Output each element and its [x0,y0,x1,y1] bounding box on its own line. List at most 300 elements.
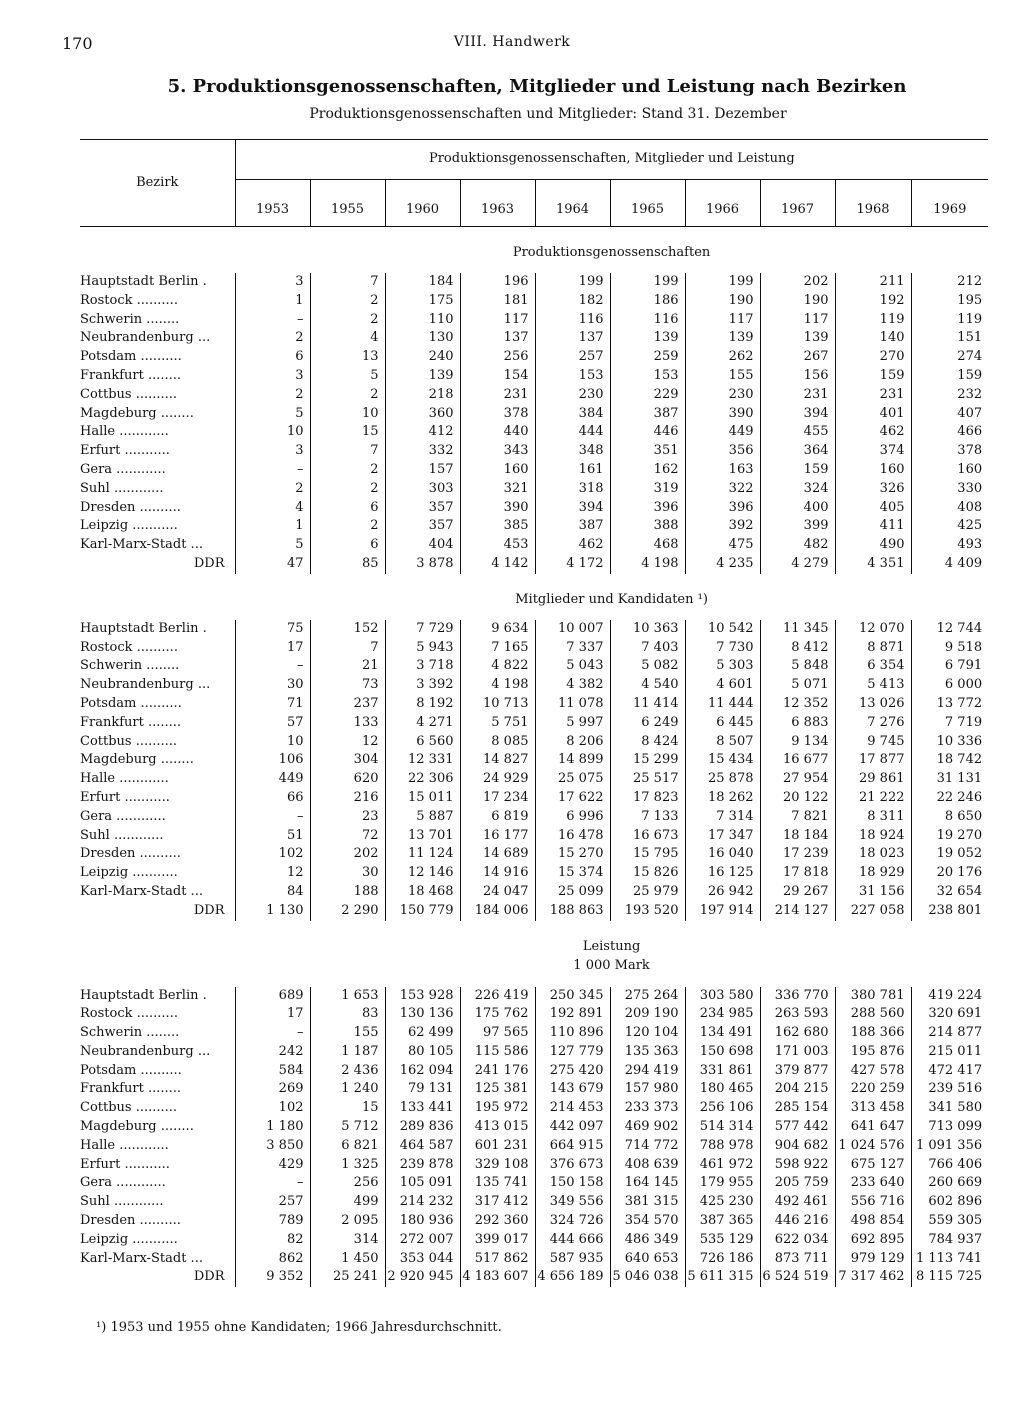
value-cell: 16 040 [685,845,760,864]
value-cell: 190 [685,292,760,311]
total-value-cell: 2 920 945 [385,1268,460,1287]
value-cell: 229 [610,386,685,405]
value-cell: 116 [535,311,610,330]
value-cell: 348 [535,442,610,461]
total-value-cell: 8 115 725 [911,1268,988,1287]
value-cell: 8 311 [835,808,911,827]
value-cell: 7 133 [610,808,685,827]
total-label: DDR [193,1269,225,1285]
bezirk-name: Leipzig ........... [80,865,178,881]
value-cell: 5 071 [760,676,835,695]
value-cell: 462 [535,536,610,555]
table-row [80,845,988,864]
total-value-cell: 197 914 [685,902,760,921]
table-row [80,1156,988,1175]
value-cell: 119 [911,311,988,330]
table-row [80,423,988,442]
table-title: 5. Produktionsgenossenschaften, Mitglieder und Leistung nach Bezirken [167,76,907,97]
value-cell: 360 [385,405,460,424]
value-cell: 130 [385,329,460,348]
value-cell: 466 [911,423,988,442]
bezirk-name: Magdeburg ........ [80,405,194,421]
value-cell: 143 679 [535,1080,610,1099]
value-cell: 186 [610,292,685,311]
value-cell: 82 [235,1231,310,1250]
year-header: 1964 [535,180,610,227]
value-cell: 214 232 [385,1193,460,1212]
section-subtitle-spacer [80,957,235,977]
value-cell: 157 980 [610,1080,685,1099]
value-cell: 8 412 [760,639,835,658]
value-cell: 162 094 [385,1062,460,1081]
value-cell: 211 [835,273,911,292]
value-cell: 73 [310,676,385,695]
value-cell: 180 465 [685,1080,760,1099]
value-cell: 7 165 [460,639,535,658]
value-cell: 1 [235,517,310,536]
value-cell: 157 [385,461,460,480]
value-cell: 12 331 [385,751,460,770]
value-cell: 4 382 [535,676,610,695]
value-cell: 133 [310,714,385,733]
value-cell: 17 [235,1005,310,1024]
value-cell: 171 003 [760,1043,835,1062]
value-cell: 5 082 [610,657,685,676]
value-cell: 412 [385,423,460,442]
bezirk-name: Suhl ............ [80,827,164,843]
total-value-cell: 47 [235,555,310,574]
table-row [80,789,988,808]
value-cell: 7 730 [685,639,760,658]
table-row [80,1024,988,1043]
value-cell: 7 719 [911,714,988,733]
value-cell: 8 871 [835,639,911,658]
value-cell: 387 365 [685,1212,760,1231]
bezirk-name: Karl-Marx-Stadt ... [80,537,203,553]
value-cell: 714 772 [610,1137,685,1156]
value-cell: 16 673 [610,827,685,846]
value-cell: 396 [610,499,685,518]
value-cell: 400 [760,499,835,518]
total-value-cell: 227 058 [835,902,911,921]
value-cell: 577 442 [760,1118,835,1137]
value-cell: 80 105 [385,1043,460,1062]
value-cell: 231 [460,386,535,405]
value-cell: 154 [460,367,535,386]
value-cell: 16 177 [460,827,535,846]
bezirk-name: Cottbus .......... [80,1100,178,1116]
value-cell: 184 [385,273,460,292]
section-title: Mitglieder und Kandidaten ¹) [515,591,708,607]
value-cell: 407 [911,405,988,424]
value-cell: 440 [460,423,535,442]
value-cell: 1 325 [310,1156,385,1175]
value-cell: 15 434 [685,751,760,770]
value-cell: 7 729 [385,620,460,639]
year-header: 1966 [685,180,760,227]
value-cell: 18 184 [760,827,835,846]
value-cell: 19 270 [911,827,988,846]
value-cell: 351 [610,442,685,461]
table-row [80,1212,988,1231]
bezirk-name: Potsdam .......... [80,695,182,711]
value-cell: 1 653 [310,987,385,1006]
section-spacer [80,610,988,620]
value-cell: 226 419 [460,987,535,1006]
value-cell: 102 [235,1099,310,1118]
value-cell: 453 [460,536,535,555]
value-cell: 130 136 [385,1005,460,1024]
value-cell: 376 673 [535,1156,610,1175]
value-cell: 10 542 [685,620,760,639]
total-value-cell: 6 524 519 [760,1268,835,1287]
bezirk-name: Rostock .......... [80,292,178,308]
value-cell: 199 [685,273,760,292]
value-cell: – [235,1174,310,1193]
value-cell: 160 [460,461,535,480]
value-cell: 5 848 [760,657,835,676]
bezirk-name: Erfurt ........... [80,789,170,805]
value-cell: 150 698 [685,1043,760,1062]
value-cell: 139 [685,329,760,348]
bezirk-name: Cottbus .......... [80,733,178,749]
value-cell: 16 478 [535,827,610,846]
value-cell: 232 [911,386,988,405]
bezirk-name: Gera ............ [80,1175,166,1191]
value-cell: 322 [685,480,760,499]
value-cell: 159 [911,367,988,386]
value-cell: 18 023 [835,845,911,864]
value-cell: 205 759 [760,1174,835,1193]
value-cell: 10 [235,423,310,442]
bezirk-name: Schwerin ........ [80,311,180,327]
value-cell: 275 420 [535,1062,610,1081]
bezirk-name: Frankfurt ........ [80,1081,182,1097]
value-cell: 584 [235,1062,310,1081]
value-cell: 535 129 [685,1231,760,1250]
value-cell: 429 [235,1156,310,1175]
total-label: DDR [193,902,225,918]
value-cell: 20 122 [760,789,835,808]
bezirk-name: Gera ............ [80,461,166,477]
value-cell: 17 239 [760,845,835,864]
footnote-marker: ¹) [96,1320,107,1335]
value-cell: 17 877 [835,751,911,770]
value-cell: 57 [235,714,310,733]
value-cell: 14 899 [535,751,610,770]
value-cell: 5 997 [535,714,610,733]
value-cell: 357 [385,499,460,518]
total-value-cell: 4 235 [685,555,760,574]
value-cell: 313 458 [835,1099,911,1118]
value-cell: 179 955 [685,1174,760,1193]
value-cell: 490 [835,536,911,555]
value-cell: 51 [235,827,310,846]
value-cell: 675 127 [835,1156,911,1175]
value-cell: 18 924 [835,827,911,846]
value-cell: 239 516 [911,1080,988,1099]
value-cell: 356 [685,442,760,461]
value-cell: 30 [310,864,385,883]
table-row [80,405,988,424]
running-head: VIII. Handwerk [453,34,571,50]
total-row [80,1268,988,1287]
value-cell: 493 [911,536,988,555]
value-cell: 419 224 [911,987,988,1006]
year-header: 1969 [911,180,988,227]
value-cell: 24 047 [460,883,535,902]
value-cell: 8 192 [385,695,460,714]
bezirk-name: Schwerin ........ [80,1025,180,1041]
value-cell: 17 [235,639,310,658]
table-body [80,227,988,1288]
table-row [80,461,988,480]
value-cell: 7 403 [610,639,685,658]
value-cell: 11 078 [535,695,610,714]
value-cell: 3 850 [235,1137,310,1156]
value-cell: 2 [235,329,310,348]
table-row [80,808,988,827]
value-cell: 5 413 [835,676,911,695]
value-cell: 324 726 [535,1212,610,1231]
value-cell: 72 [310,827,385,846]
value-cell: 125 381 [460,1080,535,1099]
value-cell: 220 259 [835,1080,911,1099]
bezirk-name: Gera ............ [80,808,166,824]
year-header: 1953 [235,180,310,227]
total-value-cell: 9 352 [235,1268,310,1287]
value-cell: 17 622 [535,789,610,808]
value-cell: 163 [685,461,760,480]
value-cell: 7 821 [760,808,835,827]
value-cell: 766 406 [911,1156,988,1175]
section-title-row [80,921,988,957]
bezirk-name: Suhl ............ [80,480,164,496]
bezirk-name: Leipzig ........... [80,518,178,534]
value-cell: 7 [310,273,385,292]
value-cell: – [235,1024,310,1043]
value-cell: 4 271 [385,714,460,733]
value-cell: 401 [835,405,911,424]
value-cell: 4 601 [685,676,760,695]
value-cell: 152 [310,620,385,639]
value-cell: 160 [911,461,988,480]
value-cell: 256 106 [685,1099,760,1118]
value-cell: 14 916 [460,864,535,883]
value-cell: 9 745 [835,733,911,752]
value-cell: 15 374 [535,864,610,883]
value-cell: 1 240 [310,1080,385,1099]
value-cell: 427 578 [835,1062,911,1081]
value-cell: 862 [235,1250,310,1269]
bezirk-name: Cottbus .......... [80,386,178,402]
value-cell: 364 [760,442,835,461]
value-cell: 218 [385,386,460,405]
value-cell: 602 896 [911,1193,988,1212]
value-cell: 6 821 [310,1137,385,1156]
value-cell: 153 [535,367,610,386]
value-cell: 117 [685,311,760,330]
table-row [80,480,988,499]
value-cell: 2 [235,480,310,499]
value-cell: 23 [310,808,385,827]
table-row [80,733,988,752]
value-cell: 304 [310,751,385,770]
value-cell: 150 158 [535,1174,610,1193]
value-cell: 105 091 [385,1174,460,1193]
value-cell: 411 [835,517,911,536]
value-cell: 664 915 [535,1137,610,1156]
table-row [80,367,988,386]
value-cell: 127 779 [535,1043,610,1062]
value-cell: 449 [235,770,310,789]
table-row [80,386,988,405]
bezirk-name: Karl-Marx-Stadt ... [80,1250,203,1266]
value-cell: 18 742 [911,751,988,770]
value-cell: 16 125 [685,864,760,883]
value-cell: 904 682 [760,1137,835,1156]
value-cell: 71 [235,695,310,714]
value-cell: 7 [310,442,385,461]
value-cell: 2 [310,386,385,405]
value-cell: 5 043 [535,657,610,676]
value-cell: – [235,808,310,827]
table-row [80,1062,988,1081]
value-cell: 444 [535,423,610,442]
value-cell: 2 436 [310,1062,385,1081]
bezirk-name: Karl-Marx-Stadt ... [80,883,203,899]
value-cell: 12 744 [911,620,988,639]
value-cell: 6 [310,499,385,518]
value-cell: 242 [235,1043,310,1062]
value-cell: 388 [610,517,685,536]
value-cell: 18 468 [385,883,460,902]
bezirk-column-header: Bezirk [80,140,235,227]
bezirk-name: Halle ............ [80,771,169,787]
value-cell: 25 979 [610,883,685,902]
value-cell: 353 044 [385,1250,460,1269]
table-row [80,770,988,789]
value-cell: 12 146 [385,864,460,883]
value-cell: 231 [835,386,911,405]
value-cell: 464 587 [385,1137,460,1156]
value-cell: 159 [835,367,911,386]
table-header [80,140,988,227]
value-cell: 486 349 [610,1231,685,1250]
value-cell: 482 [760,536,835,555]
value-cell: – [235,657,310,676]
section-title-spacer [80,921,235,957]
value-cell: 137 [535,329,610,348]
value-cell: 160 [835,461,911,480]
table-row [80,883,988,902]
value-cell: 256 [310,1174,385,1193]
spacer-cell [80,263,988,273]
value-cell: 164 145 [610,1174,685,1193]
value-cell: 6 560 [385,733,460,752]
value-cell: 385 [460,517,535,536]
value-cell: 7 [310,639,385,658]
value-cell: 4 [310,329,385,348]
value-cell: 387 [535,517,610,536]
value-cell: 446 216 [760,1212,835,1231]
total-label: DDR [193,555,225,571]
value-cell: 29 267 [760,883,835,902]
value-cell: 12 [310,733,385,752]
value-cell: 195 876 [835,1043,911,1062]
value-cell: 475 [685,536,760,555]
value-cell: 120 104 [610,1024,685,1043]
table-row [80,1099,988,1118]
value-cell: 140 [835,329,911,348]
value-cell: 5 751 [460,714,535,733]
value-cell: 8 424 [610,733,685,752]
value-cell: 390 [460,499,535,518]
table-row [80,329,988,348]
value-cell: 319 [610,480,685,499]
spacer-cell [80,610,988,620]
table-row [80,1118,988,1137]
section-title-spacer [80,574,235,610]
group-column-header: Produktionsgenossenschaften, Mitglieder und Leistung [235,140,988,180]
value-cell: 11 124 [385,845,460,864]
value-cell: 115 586 [460,1043,535,1062]
value-cell: 1 [235,292,310,311]
value-cell: 15 270 [535,845,610,864]
value-cell: 214 877 [911,1024,988,1043]
table-row [80,1174,988,1193]
value-cell: 5 303 [685,657,760,676]
value-cell: 2 095 [310,1212,385,1231]
spacer-cell [80,977,988,987]
value-cell: 425 230 [685,1193,760,1212]
table-row [80,311,988,330]
value-cell: 2 [310,311,385,330]
value-cell: 492 461 [760,1193,835,1212]
value-cell: 10 [235,733,310,752]
value-cell: 230 [535,386,610,405]
value-cell: 320 691 [911,1005,988,1024]
value-cell: 241 176 [460,1062,535,1081]
value-cell: 4 822 [460,657,535,676]
value-cell: 110 [385,311,460,330]
bezirk-name: Hauptstadt Berlin . [80,620,207,636]
year-header: 1960 [385,180,460,227]
total-value-cell: 4 172 [535,555,610,574]
value-cell: 188 366 [835,1024,911,1043]
value-cell: 2 [235,386,310,405]
page-number: 170 [62,34,93,53]
value-cell: 13 701 [385,827,460,846]
value-cell: 294 419 [610,1062,685,1081]
value-cell: 155 [685,367,760,386]
value-cell: 234 985 [685,1005,760,1024]
value-cell: 8 507 [685,733,760,752]
value-cell: 162 680 [760,1024,835,1043]
year-header: 1963 [460,180,535,227]
value-cell: 9 634 [460,620,535,639]
table-subtitle: Produktionsgenossenschaften und Mitglieder: Stand 31. Dezember [309,106,787,122]
total-value-cell: 214 127 [760,902,835,921]
value-cell: 330 [911,480,988,499]
value-cell: 116 [610,311,685,330]
value-cell: 10 [310,405,385,424]
value-cell: 6 883 [760,714,835,733]
value-cell: 3 [235,442,310,461]
value-cell: 275 264 [610,987,685,1006]
value-cell: 134 491 [685,1024,760,1043]
table-row [80,442,988,461]
